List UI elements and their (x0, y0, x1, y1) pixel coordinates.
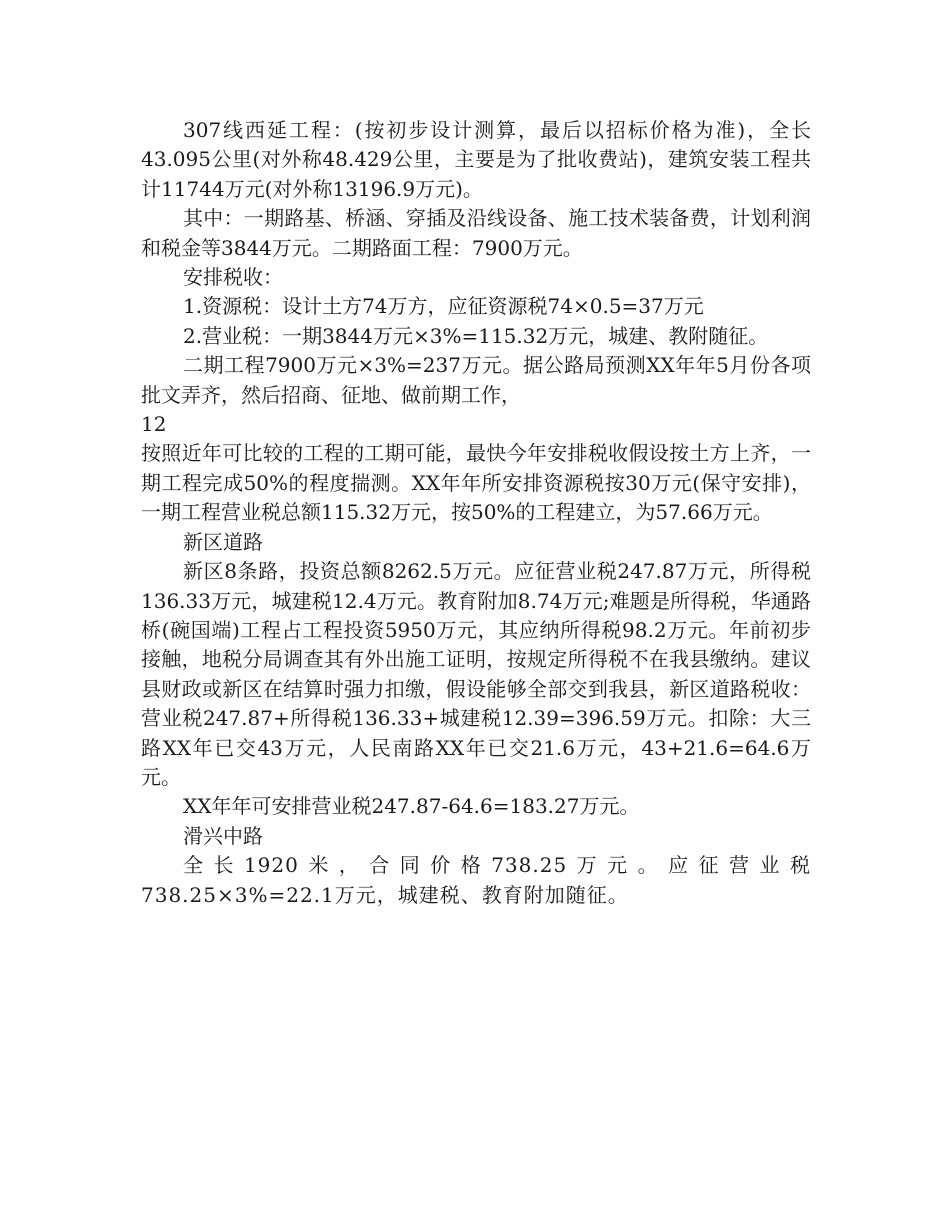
paragraph-arrangeable-business-tax: XX年年可安排营业税247.87-64.6=183.27万元。 (183, 794, 640, 819)
paragraph-307-west-extension: 307线西延工程：(按初步设计测算，最后以招标价格为准)，全长43.095公里(对外称48.429公里，主要是为了批收费站)，建筑安装工程共计11744万元(对外称13196.9万元)。 (141, 118, 811, 201)
paragraph-business-tax: 2.营业税：一期3844万元×3%=115.32万元，城建、教附随征。 (183, 323, 769, 348)
paragraph-resource-tax: 1.资源税：设计土方74万方，应征资源税74×0.5=37万元 (183, 294, 704, 319)
heading-huaxing-middle-road: 滑兴中路 (183, 823, 263, 848)
paragraph-phase-two: 二期工程7900万元×3%=237万元。据公路局预测XX年年5月份各项批文弄齐，然后招商、征地、做前期工作， (141, 353, 811, 407)
page-number: 12 (141, 412, 167, 437)
paragraph-huaxing-details: 全长1920米，合同价格738.25万元。应征营业税738.25×3%=22.1万元，城建税、教育附加随征。 (141, 853, 811, 907)
paragraph-schedule-estimate: 按照近年可比较的工程的工期可能，最快今年安排税收假设按土方上齐，一期工程完成50%的程度揣测。XX年年所安排资源税按30万元(保守安排)，一期工程营业税总额115.32万元，按50%的工程建立，为57.66万元。 (141, 441, 811, 525)
heading-new-district-roads: 新区道路 (183, 529, 263, 554)
paragraph-tax-arrangement-heading: 安排税收： (183, 265, 283, 290)
paragraph-new-district-details: 新区8条路，投资总额8262.5万元。应征营业税247.87万元，所得税136.33万元，城建税12.4万元。教育附加8.74万元;难题是所得税，华通路桥(碗国端)工程占工程投资5950万元，其应纳所得税98.2万元。年前初步接触，地税分局调查其有外出施工证明，按规定所得税不在我县缴纳。建议县财政或新区在结算时强力扣缴，假设能够全部交到我县，新区道路税收：营业税247.87+所得税136.33+城建税12.39=396.59万元。扣除：大三路XX年已交43万元，人民南路XX年已交21.6万元，43+21.6=64.6万元。 (141, 559, 811, 789)
document-body (141, 116, 811, 910)
paragraph-phase-costs: 其中：一期路基、桥涵、穿插及沿线设备、施工技术装备费，计划利润和税金等3844万元。二期路面工程：7900万元。 (141, 206, 811, 260)
